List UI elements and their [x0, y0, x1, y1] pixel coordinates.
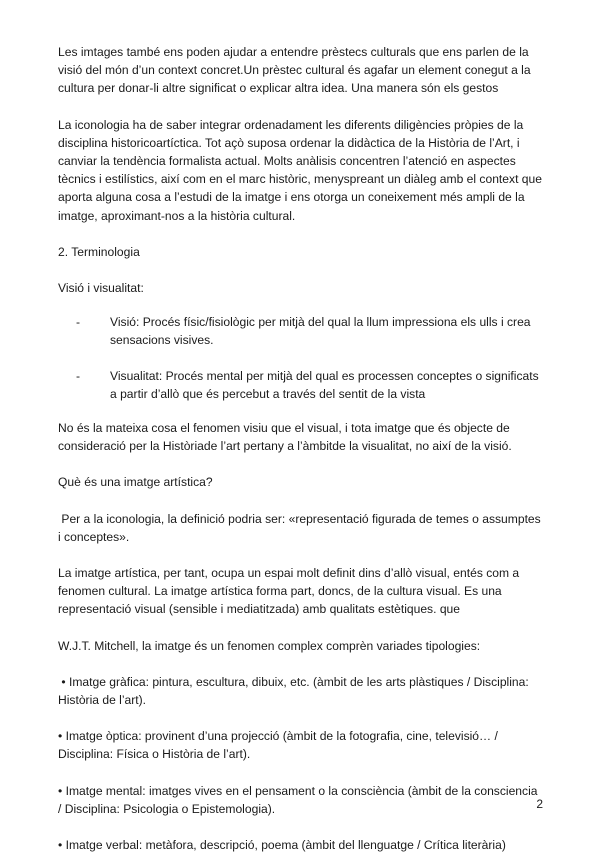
typology-verbal: • Imatge verbal: metàfora, descripció, poema (àmbit del llenguatge / Crítica literària) — [58, 838, 506, 853]
dash-marker: - — [76, 368, 81, 383]
definitions-list — [58, 313, 542, 403]
question-heading: Què és una imatge artística? — [58, 475, 213, 490]
dash-marker: - — [76, 315, 81, 330]
definition-text: Visualitat: Procés mental per mitjà del qual es processen conceptes o significats a partir d’allò que és percebut a través del sentit de la vista — [110, 368, 539, 401]
definition-paragraph: Per a la iconologia, la definició podria ser: «representació figurada de temes o assumptes i conceptes». — [58, 511, 545, 544]
typology-graphic: • Imatge gràfica: pintura, escultura, dibuix, etc. (àmbit de les arts plàstiques / Disciplina: Història de l’art). — [58, 674, 533, 708]
definition-text: Visió: Procés físic/fisiològic per mitjà del qual la llum impressiona els ulls i crea sensacions visives. — [110, 315, 531, 348]
section-heading: 2. Terminologia — [58, 244, 140, 259]
list-item — [76, 313, 542, 349]
typology-optical: • Imatge òptica: provinent d’una projecció (àmbit de la fotografia, cine, televisió… / Disciplina: Física o Història de l’art). — [58, 729, 498, 762]
visual-paragraph: No és la mateixa cosa el fenomen visiu que el visual, i tota imatge que és objecte de consideració per la Històriade l’art pertany a l’àmbitde la visualitat, no així de la visió. — [58, 421, 512, 454]
subheading-vision: Visió i visualitat: — [58, 281, 144, 296]
intro-paragraph: Les imtages també ens poden ajudar a entendre prèstecs culturals que ens parlen de la visió del món d’un context concret.Un prèstec cultural és agafar un element conegut a la cultura per donar-li altre significat o explicar altra idea. Una manera són els gestos — [58, 45, 531, 96]
typology-mental: • Imatge mental: imatges vives en el pensament o la consciència (àmbit de la consciencia / Disciplina: Psicologia o Epistemologia). — [58, 783, 538, 816]
artistic-image-paragraph: La imatge artística, per tant, ocupa un espai molt definit dins d’allò visual, entés com a fenomen cultural. La imatge artística forma part, doncs, de la cultura visual. Es una representació visual (sensible i mediatitzada) amb qualitats estètiques. que — [58, 566, 520, 617]
iconology-paragraph: La iconologia ha de saber integrar ordenadament les diferents diligències pròpies de la disciplina historicoartíctica. Tot açò suposa ordenar la didàctica de la Història de l’Art, i canviar la tendència formalista actual. Molts anàlisis concentren l’atenció en aspectes tècnics i estilístics, així com en el marc històric, menyspreant un diàleg amb el context que aporta alguna cosa a l’estudi de la imatge i ens otorga un coneixement més ampli de la imatge, aproximant-nos a la història cultural. — [58, 117, 542, 223]
list-item — [76, 367, 542, 403]
page-number: 2 — [536, 797, 543, 811]
page-content — [58, 43, 545, 854]
mitchell-paragraph: W.J.T. Mitchell, la imatge és un fenomen complex comprèn variades tipologies: — [58, 638, 481, 653]
